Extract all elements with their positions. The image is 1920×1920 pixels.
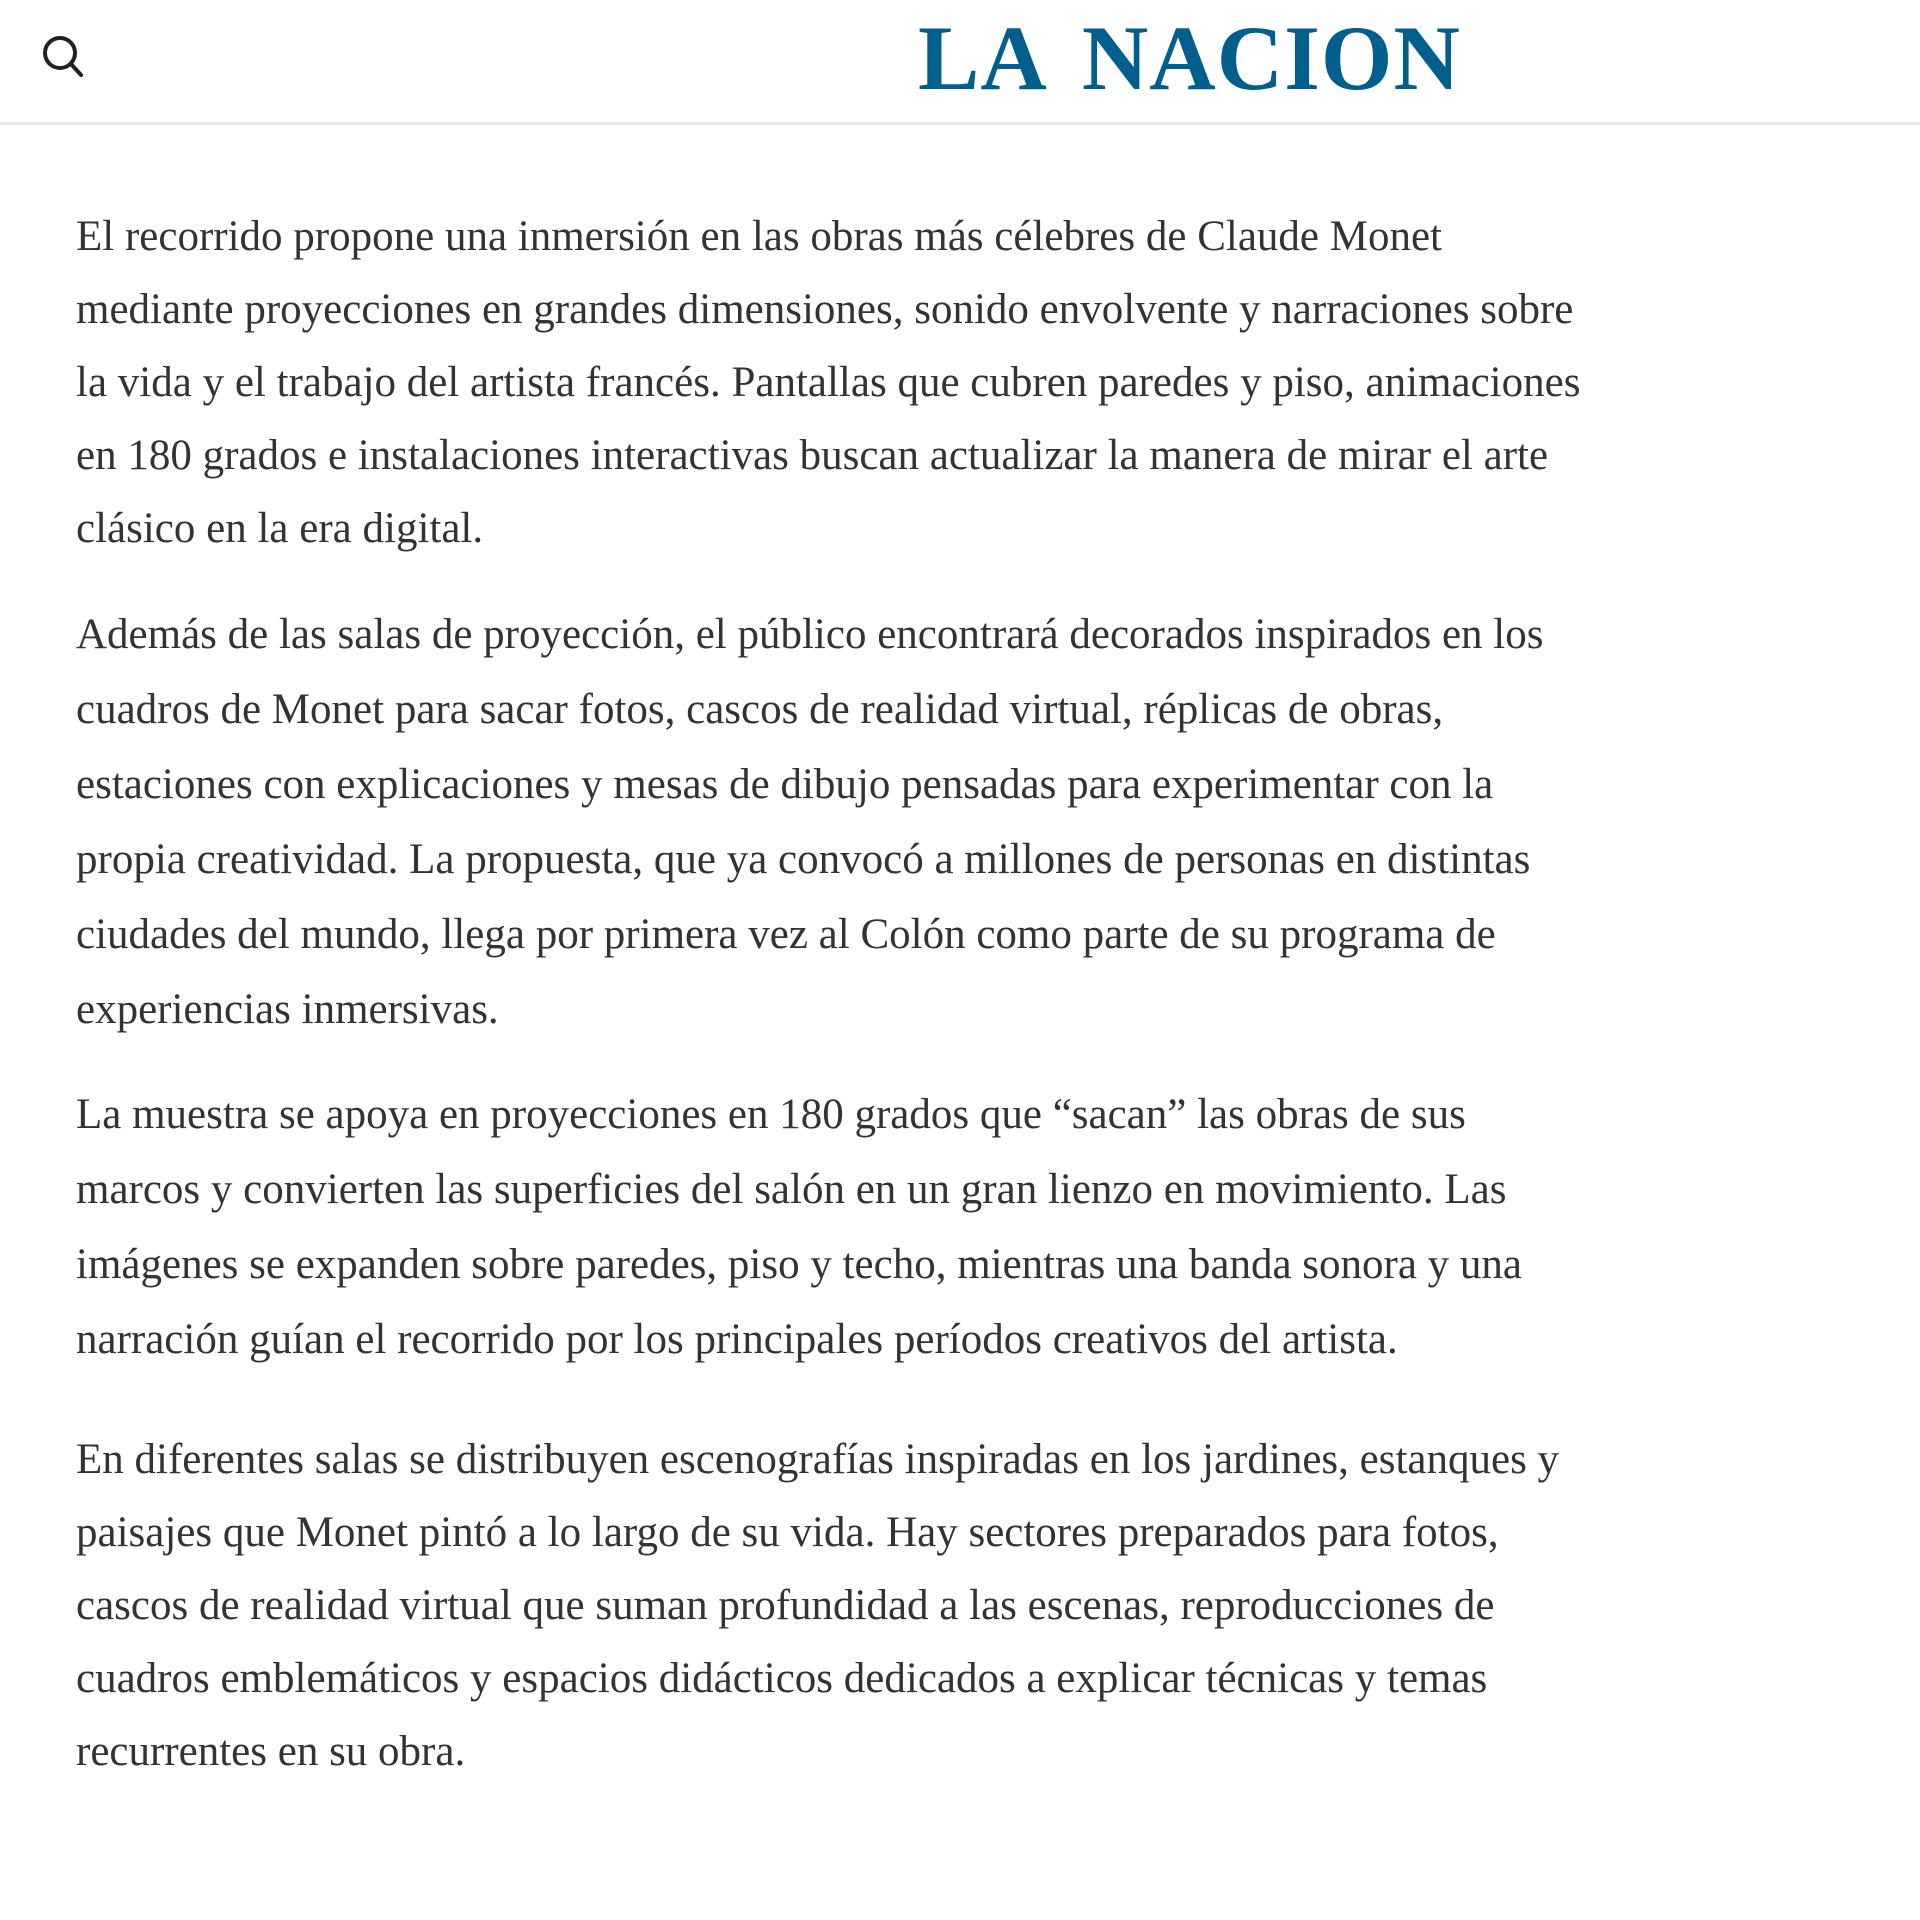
paragraph-line: propia creatividad. La propuesta, que ya convocó a millones de personas en distintas — [76, 836, 1531, 883]
paragraph-line: ciudades del mundo, llega por primera vez al Colón como parte de su programa de — [76, 911, 1496, 958]
article-paragraph-4 — [76, 1423, 1876, 1788]
paragraph-line: marcos y convierten las superficies del salón en un gran lienzo en movimiento. Las — [76, 1166, 1507, 1213]
site-header — [0, 0, 1920, 125]
paragraph-line: experiencias inmersivas. — [76, 986, 499, 1033]
logo-text-la: LA — [918, 7, 1048, 109]
search-button[interactable] — [36, 30, 88, 82]
search-icon — [36, 30, 88, 82]
paragraph-line: Además de las salas de proyección, el público encontrará decorados inspirados en los — [76, 611, 1544, 658]
paragraph-line: en 180 grados e instalaciones interactivas buscan actualizar la manera de mirar el arte — [76, 432, 1549, 479]
article-paragraph-1 — [76, 200, 1876, 565]
paragraph-line: estaciones con explicaciones y mesas de dibujo pensadas para experimentar con la — [76, 761, 1494, 808]
paragraph-line: mediante proyecciones en grandes dimensiones, sonido envolvente y narraciones sobre — [76, 286, 1574, 333]
paragraph-line: En diferentes salas se distribuyen escenografías inspiradas en los jardines, estanques y — [76, 1436, 1560, 1483]
paragraph-line: recurrentes en su obra. — [76, 1728, 466, 1775]
paragraph-line: clásico en la era digital. — [76, 505, 484, 552]
paragraph-line: cuadros de Monet para sacar fotos, cascos de realidad virtual, réplicas de obras, — [76, 686, 1444, 733]
paragraph-line: narración guían el recorrido por los principales períodos creativos del artista. — [76, 1316, 1398, 1363]
paragraph-line: paisajes que Monet pintó a lo largo de su vida. Hay sectores preparados para fotos, — [76, 1509, 1499, 1556]
paragraph-line: El recorrido propone una inmersión en las obras más célebres de Claude Monet — [76, 213, 1443, 260]
paragraph-line: La muestra se apoya en proyecciones en 180 grados que “sacan” las obras de sus — [76, 1091, 1466, 1138]
la-nacion-logo[interactable] — [918, 8, 1461, 108]
logo-text-nacion: NACION — [1081, 7, 1461, 109]
paragraph-line: la vida y el trabajo del artista francés. Pantallas que cubren paredes y piso, animaciones — [76, 359, 1581, 406]
article-paragraph-3 — [76, 1077, 1876, 1377]
paragraph-line: cascos de realidad virtual que suman profundidad a las escenas, reproducciones de — [76, 1582, 1495, 1629]
paragraph-line: cuadros emblemáticos y espacios didácticos dedicados a explicar técnicas y temas — [76, 1655, 1488, 1702]
paragraph-line: imágenes se expanden sobre paredes, piso y techo, mientras una banda sonora y una — [76, 1241, 1523, 1288]
article-paragraph-2 — [76, 597, 1876, 1047]
